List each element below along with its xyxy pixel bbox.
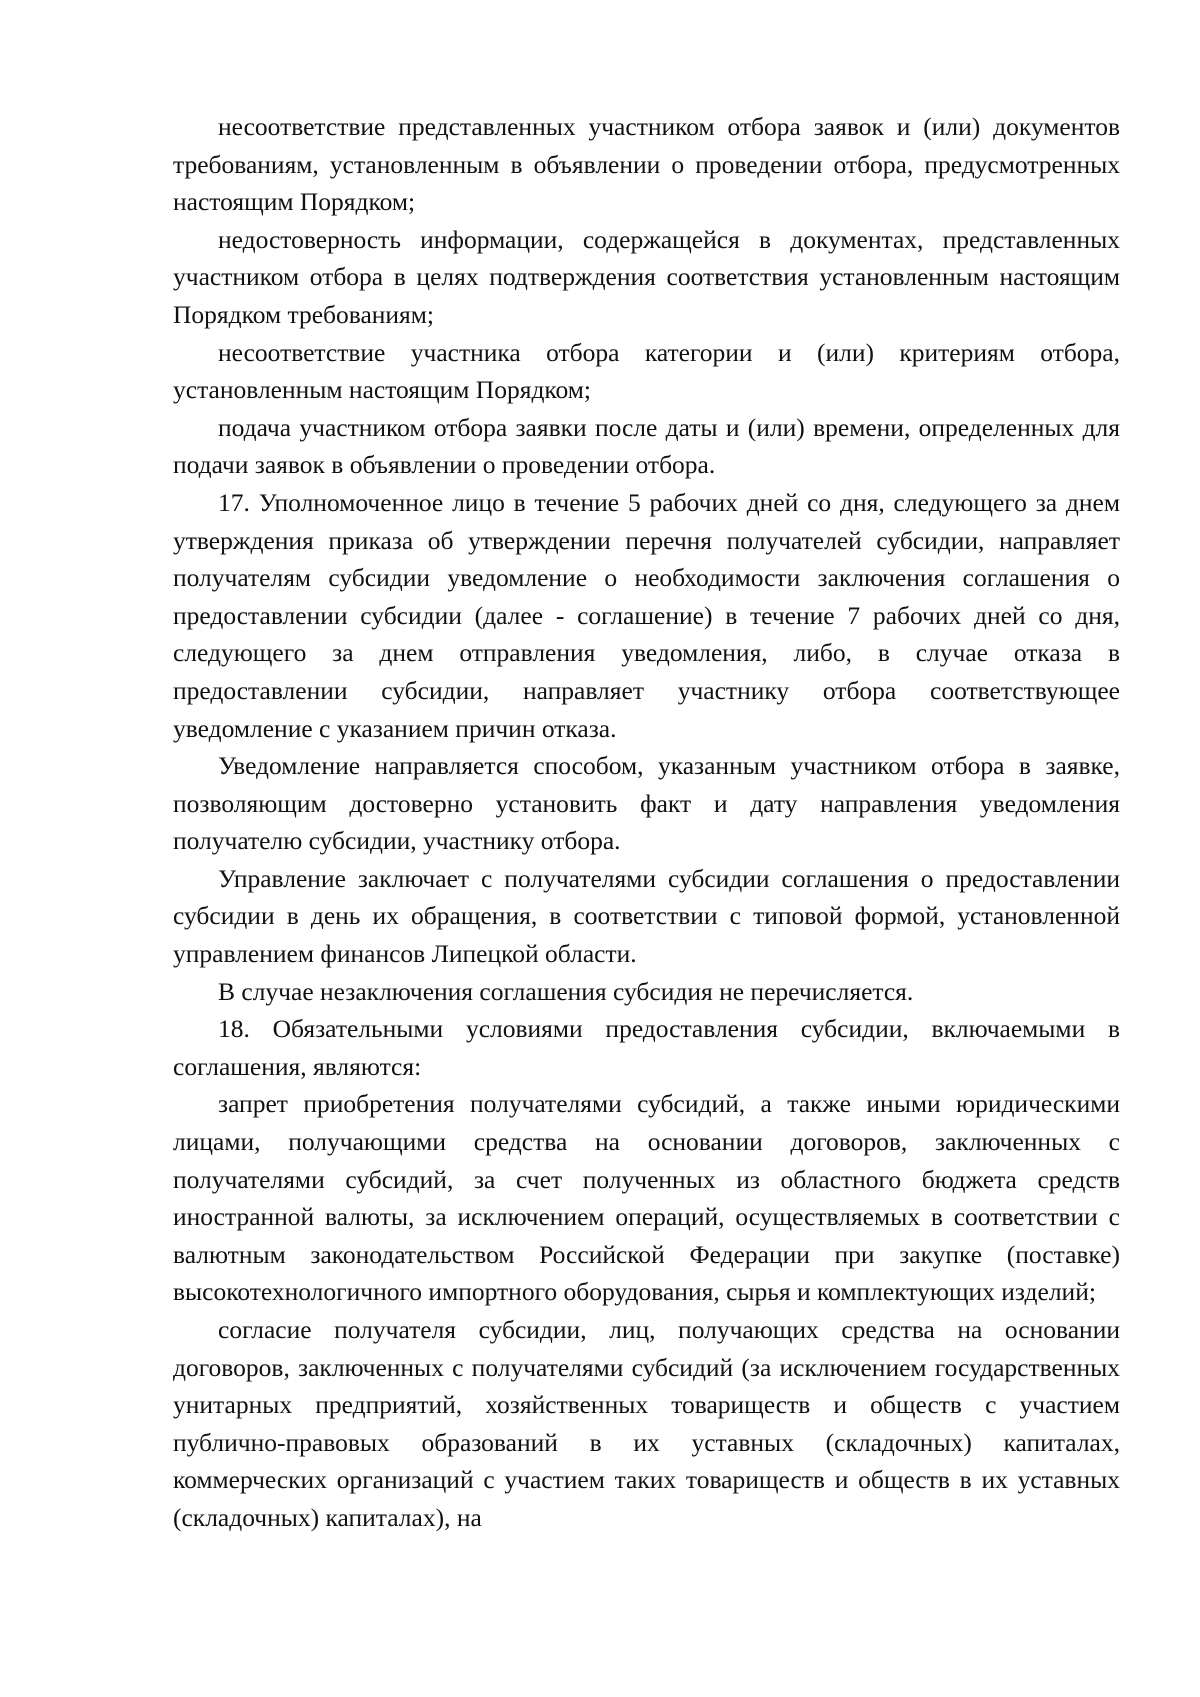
- paragraph-currency-purchase-ban: запрет приобретения получателями субсидий, а также иными юридическими лицами, получающими средства на основании договоров, заключенных с получателями субсидий, за счет полученных из областного бюджета средств иностранной валюты, за исключением операций, осуществляемых в соответствии с валютным законодательством Российской Федерации при закупке (поставке) высокотехнологичного импортного оборудования, сырья и комплектующих изделий;: [173, 1089, 1120, 1307]
- paragraph-clause-17: 17. Уполномоченное лицо в течение 5 рабочих дней со дня, следующего за днем утверждения приказа об утверждении перечня получателей субсидии, направляет получателям субсидии уведомление о необходимости заключения соглашения о предоставлении субсидии (далее - соглашение) в течение 7 рабочих дней со дня, следующего за днем отправления уведомления, либо, в случае отказа в предоставлении субсидии, направляет участнику отбора соответствующее уведомление с указанием причин отказа.: [173, 487, 1120, 743]
- paragraph-clause-18: 18. Обязательными условиями предоставления субсидии, включаемыми в соглашения, являются:: [173, 1014, 1120, 1081]
- paragraph-agreement-conclusion: Управление заключает с получателями субсидии соглашения о предоставлении субсидии в день их обращения, в соответствии с типовой формой, установленной управлением финансов Липецкой области.: [173, 863, 1120, 969]
- paragraph-notification-method: Уведомление направляется способом, указанным участником отбора в заявке, позволяющим достоверно установить факт и дату направления уведомления получателю субсидии, участнику отбора.: [173, 751, 1120, 856]
- paragraph-rejection-reason-criteria: несоответствие участника отбора категории и (или) критериям отбора, установленным настоящим Порядком;: [173, 337, 1120, 405]
- paragraph-recipient-consent: согласие получателя субсидии, лиц, получающих средства на основании договоров, заключенных с получателями субсидий (за исключением государственных унитарных предприятий, хозяйственных товариществ и обществ с участием публично-правовых образований в их уставных (складочных) капиталах, коммерческих организаций с участием таких товариществ и обществ в их уставных (складочных) капиталах), на: [173, 1315, 1120, 1532]
- paragraph-no-agreement-no-payment: В случае незаключения соглашения субсидия не перечисляется.: [218, 976, 914, 1006]
- paragraph-rejection-reason-false-info: недостоверность информации, содержащейся в документах, представленных участником отбора в целях подтверждения соответствия установленным настоящим Порядком требованиям;: [173, 224, 1120, 329]
- paragraph-rejection-reason-documents: несоответствие представленных участником отбора заявок и (или) документов требованиям, установленным в объявлении о проведении отбора, предусмотренных настоящим Порядком;: [173, 112, 1120, 217]
- paragraph-rejection-reason-late-submission: подача участником отбора заявки после даты и (или) времени, определенных для подачи заявок в объявлении о проведении отбора.: [173, 412, 1120, 480]
- document-body: [173, 108, 1120, 1537]
